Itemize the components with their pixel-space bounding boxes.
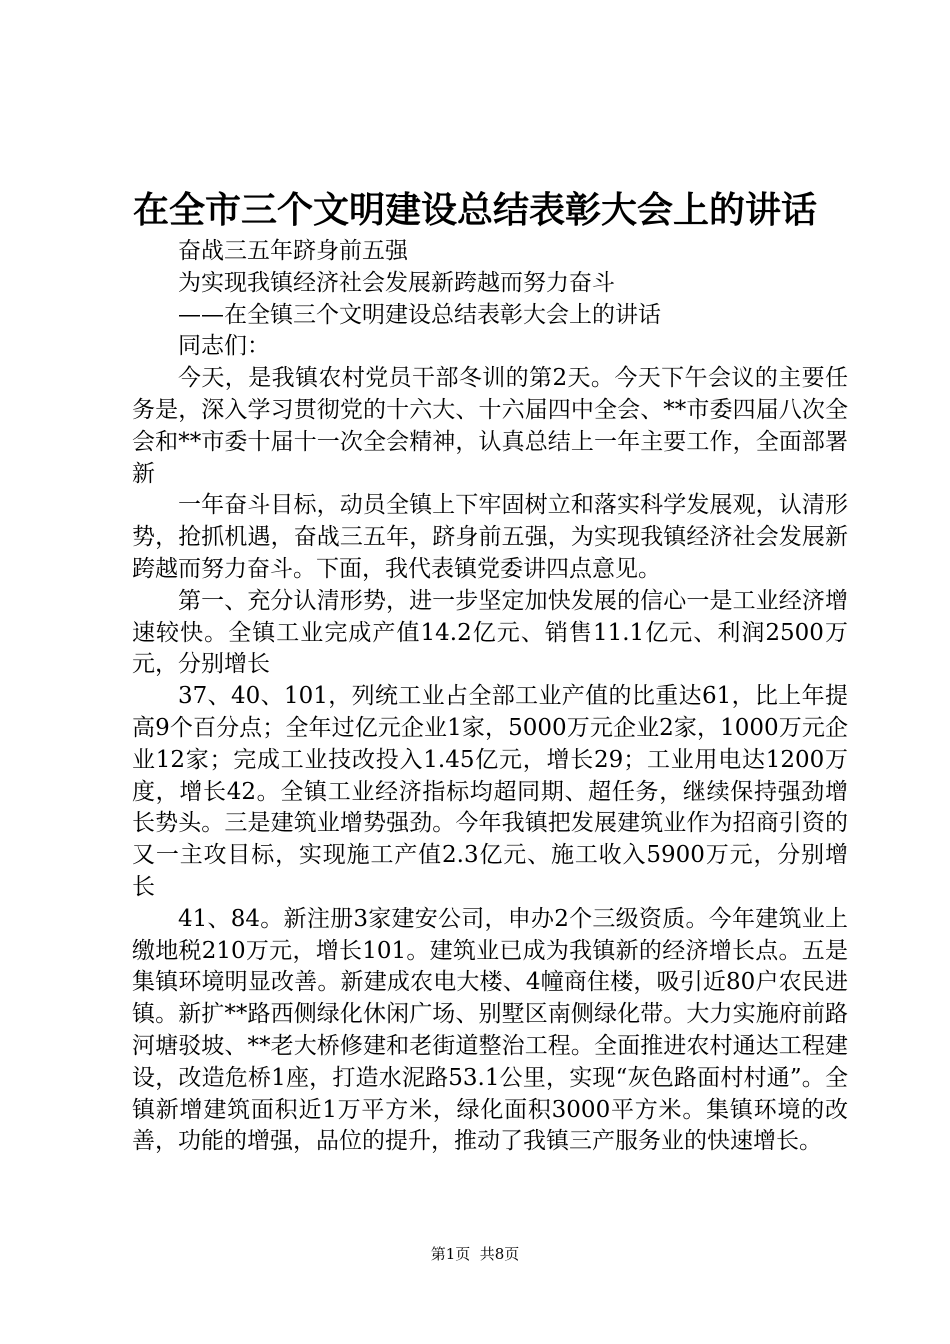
subtitle-line-2: 为实现我镇经济社会发展新跨越而努力奋斗 [178, 269, 615, 296]
body-paragraph: 第一、充分认清形势，进一步坚定加快发展的信心一是工业经济增速较快。全镇工业完成产值14.2亿元、销售11.1亿元、利润2500万元，分别增长 [132, 587, 848, 678]
document-title: 在全市三个文明建设总结表彰大会上的讲话 [132, 189, 817, 231]
body-paragraph: 41、84。新注册3家建安公司，申办2个三级资质。今年建筑业上缴地税210万元，增长101。建筑业已成为我镇新的经济增长点。五是集镇环境明显改善。新建成农电大楼、4幢商住楼，吸引近80户农民进镇。新扩**路西侧绿化休闲广场、别墅区南侧绿化带。大力实施府前路河塘驳坡、**老大桥修建和老街道整治工程。全面推进农村通达工程建设，改造危桥1座，打造水泥路53.1公里，实现“灰色路面村村通”。全镇新增建筑面积近1万平方米，绿化面积3000平方米。集镇环境的改善，功能的增强，品位的提升，推动了我镇三产服务业的快速增长。 [132, 905, 848, 1155]
salutation: 同志们： [178, 333, 270, 360]
body-paragraph: 37、40、101，列统工业占全部工业产值的比重达61，比上年提高9个百分点；全年过亿元企业1家，5000万元企业2家，1000万元企业12家；完成工业技改投入1.45亿元，增长29；工业用电达1200万度，增长42。全镇工业经济指标均超同期、超任务，继续保持强劲增长势头。三是建筑业增势强劲。今年我镇把发展建筑业作为招商引资的又一主攻目标，实现施工产值2.3亿元、施工收入5900万元，分别增长 [132, 683, 848, 900]
subtitle-line-1: 奋战三五年跻身前五强 [178, 238, 408, 264]
subtitle-line-3: ——在全镇三个文明建设总结表彰大会上的讲话 [178, 301, 661, 328]
document-body [132, 236, 848, 1158]
body-paragraph: 今天，是我镇农村党员干部冬训的第2天。今天下午会议的主要任务是，深入学习贯彻党的十六大、十六届四中全会、**市委四届八次全会和**市委十届十一次全会精神，认真总结上一年主要工作，全面部署新 [132, 365, 848, 487]
page-footer: 第1页 共8页 [430, 1245, 520, 1263]
body-paragraph: 一年奋斗目标，动员全镇上下牢固树立和落实科学发展观，认清形势，抢抓机遇，奋战三五年，跻身前五强，为实现我镇经济社会发展新跨越而努力奋斗。下面，我代表镇党委讲四点意见。 [132, 492, 848, 582]
